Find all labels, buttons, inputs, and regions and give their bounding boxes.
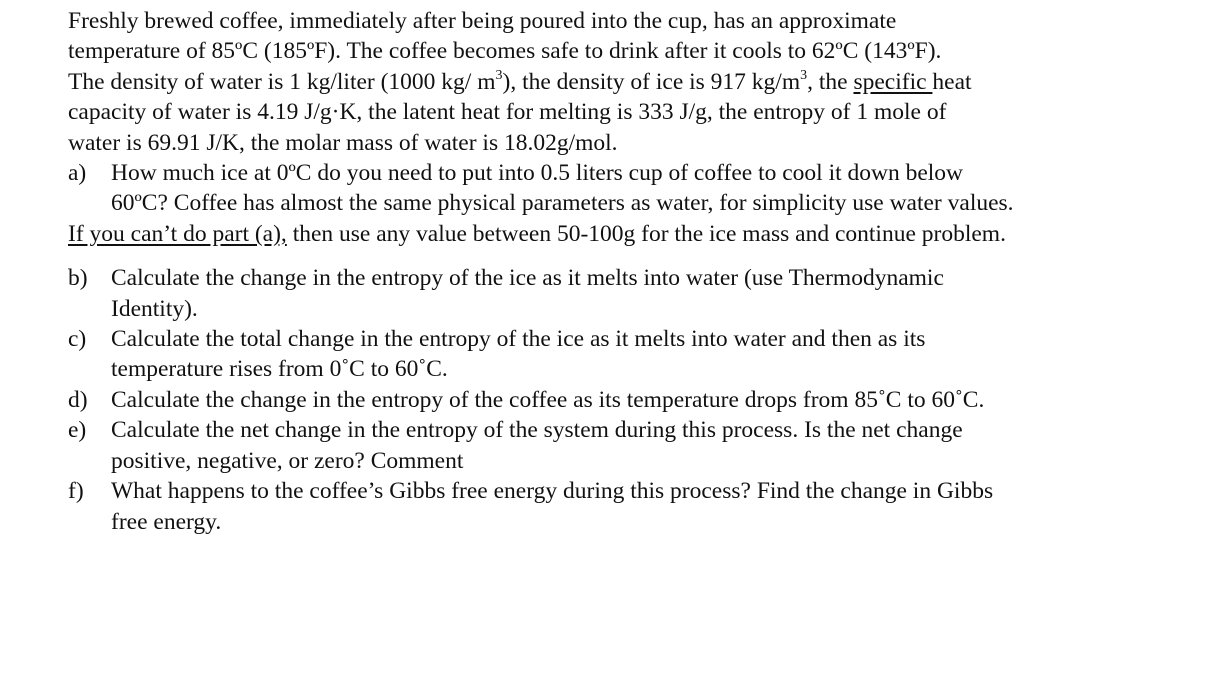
spacer — [68, 249, 1208, 263]
part-b-marker: b) — [68, 265, 88, 292]
part-a-line-1: How much ice at 0ºC do you need to put into 0.5 liters cup of coffee to cool it down below — [111, 160, 964, 187]
intro-line-3-b: ), the density of ice is 917 kg/m — [502, 68, 801, 95]
part-b — [68, 263, 1208, 324]
part-f-line-2: free energy. — [111, 508, 222, 535]
part-e-line-2: positive, negative, or zero? Comment — [111, 447, 464, 474]
intro-line-3 — [68, 67, 1208, 97]
part-c-line-2: temperature rises from 0˚C to 60˚C. — [111, 356, 448, 383]
intro-line-3-a: The density of water is 1 kg/liter (1000 kg/ m — [68, 68, 496, 95]
part-f-marker: f) — [68, 478, 84, 505]
intro-line-5: water is 69.91 J/K, the molar mass of water is 18.02g/mol. — [68, 129, 618, 156]
intro-line-1: Freshly brewed coffee, immediately after being poured into the cup, has an approximate — [68, 8, 897, 34]
part-a — [68, 158, 1208, 219]
part-e-line-1: Calculate the net change in the entropy of the system during this process. Is the net change — [111, 417, 963, 444]
underlined-specific: specific — [853, 68, 933, 95]
part-b-line-2: Identity). — [111, 295, 198, 322]
part-b-line-1: Calculate the change in the entropy of the ice as it melts into water (use Thermodynamic — [111, 265, 944, 292]
part-d — [68, 385, 1208, 415]
intro-line-2: temperature of 85ºC (185ºF). The coffee becomes safe to drink after it cools to 62ºC (143ºF). — [68, 38, 942, 65]
part-c-line-1: Calculate the total change in the entropy of the ice as it melts into water and then as its — [111, 326, 926, 353]
part-d-marker: d) — [68, 386, 88, 413]
part-c-marker: c) — [68, 326, 87, 353]
superscript-3: 3 — [495, 67, 503, 83]
part-d-line-1: Calculate the change in the entropy of the coffee as its temperature drops from 85˚C to 60˚C. — [111, 386, 985, 413]
part-e-marker: e) — [68, 417, 87, 444]
intro-line-3-c: , the — [807, 68, 854, 95]
part-a-line-2: 60ºC? Coffee has almost the same physical parameters as water, for simplicity use water values. — [111, 190, 1014, 217]
problem-document — [68, 6, 1208, 537]
intro-line-3-d: heat — [932, 68, 972, 95]
part-c — [68, 324, 1208, 385]
note-underlined: If you can’t do part (a), — [68, 220, 287, 247]
intro-line-4: capacity of water is 4.19 J/g·K, the latent heat for melting is 333 J/g, the entropy of 1 mole of — [68, 99, 947, 126]
part-f-line-1: What happens to the coffee’s Gibbs free energy during this process? Find the change in Gibbs — [111, 478, 994, 505]
part-f — [68, 476, 1208, 537]
note-rest: then use any value between 50-100g for the ice mass and continue problem. — [286, 220, 1006, 247]
part-a-marker: a) — [68, 160, 87, 187]
problem-intro — [68, 6, 1208, 158]
superscript-3: 3 — [800, 67, 808, 83]
part-a-fallback-note — [68, 219, 1208, 249]
part-e — [68, 415, 1208, 476]
